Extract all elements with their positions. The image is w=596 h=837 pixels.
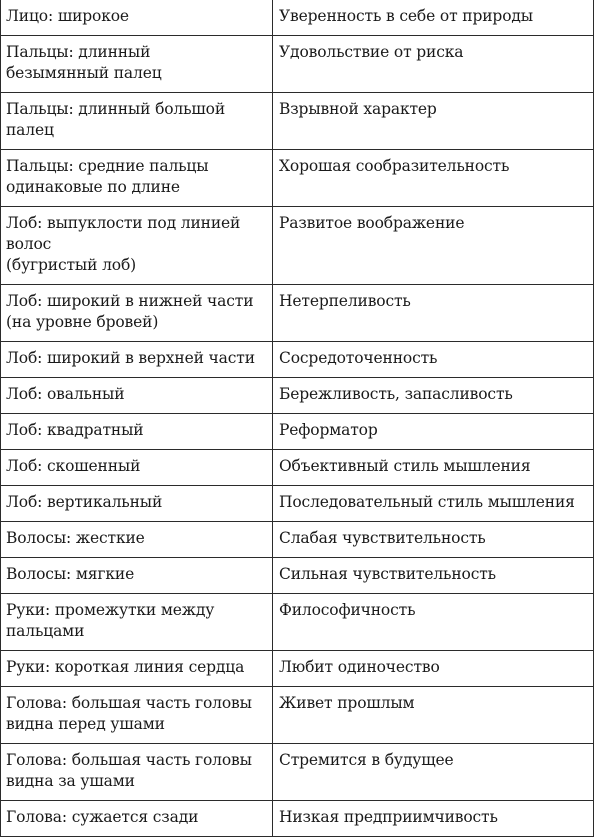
trait-cell: Низкая предприимчивость [273, 801, 594, 837]
feature-cell: Волосы: мягкие [1, 558, 273, 594]
table-row [1, 150, 594, 207]
table-row [1, 594, 594, 651]
trait-cell: Нетерпеливость [273, 285, 594, 342]
trait-cell: Бережливость, запасливость [273, 378, 594, 414]
trait-cell: Последовательный стиль мышления [273, 486, 594, 522]
feature-cell: Руки: промежутки между пальцами [1, 594, 273, 651]
feature-cell: Пальцы: длинный большой палец [1, 93, 273, 150]
trait-cell: Объективный стиль мышления [273, 450, 594, 486]
feature-cell: Лицо: широкое [1, 0, 273, 36]
trait-cell: Развитое воображение [273, 207, 594, 285]
table-row [1, 558, 594, 594]
feature-cell: Лоб: скошенный [1, 450, 273, 486]
table-row [1, 522, 594, 558]
feature-cell: Лоб: квадратный [1, 414, 273, 450]
table-row [1, 414, 594, 450]
trait-cell: Слабая чувствительность [273, 522, 594, 558]
trait-cell: Взрывной характер [273, 93, 594, 150]
table-row [1, 486, 594, 522]
table-row [1, 0, 594, 36]
feature-cell: Голова: большая часть головы видна перед ушами [1, 687, 273, 744]
table-row [1, 687, 594, 744]
table-row [1, 36, 594, 93]
feature-cell: Лоб: вертикальный [1, 486, 273, 522]
trait-cell: Живет прошлым [273, 687, 594, 744]
feature-cell: Пальцы: длинный безымянный палец [1, 36, 273, 93]
feature-cell: Лоб: широкий в нижней части (на уровне бровей) [1, 285, 273, 342]
feature-cell: Волосы: жесткие [1, 522, 273, 558]
trait-cell: Сильная чувствительность [273, 558, 594, 594]
table-row [1, 744, 594, 801]
table-row [1, 93, 594, 150]
feature-cell: Лоб: широкий в верхней части [1, 342, 273, 378]
trait-cell: Уверенность в себе от природы [273, 0, 594, 36]
trait-cell: Реформатор [273, 414, 594, 450]
trait-cell: Любит одиночество [273, 651, 594, 687]
table-row [1, 651, 594, 687]
feature-cell: Лоб: выпуклости под линией волос (бугристый лоб) [1, 207, 273, 285]
table-row [1, 378, 594, 414]
feature-cell: Лоб: овальный [1, 378, 273, 414]
feature-cell: Пальцы: средние пальцы одинаковые по длине [1, 150, 273, 207]
trait-cell: Удовольствие от риска [273, 36, 594, 93]
feature-cell: Руки: короткая линия сердца [1, 651, 273, 687]
trait-cell: Философичность [273, 594, 594, 651]
table-row [1, 207, 594, 285]
trait-cell: Стремится в будущее [273, 744, 594, 801]
table-row [1, 342, 594, 378]
traits-table-body [1, 0, 594, 837]
table-row [1, 801, 594, 837]
feature-cell: Голова: большая часть головы видна за ушами [1, 744, 273, 801]
table-row [1, 450, 594, 486]
table-row [1, 285, 594, 342]
feature-cell: Голова: сужается сзади [1, 801, 273, 837]
trait-cell: Сосредоточенность [273, 342, 594, 378]
trait-cell: Хорошая сообразительность [273, 150, 594, 207]
